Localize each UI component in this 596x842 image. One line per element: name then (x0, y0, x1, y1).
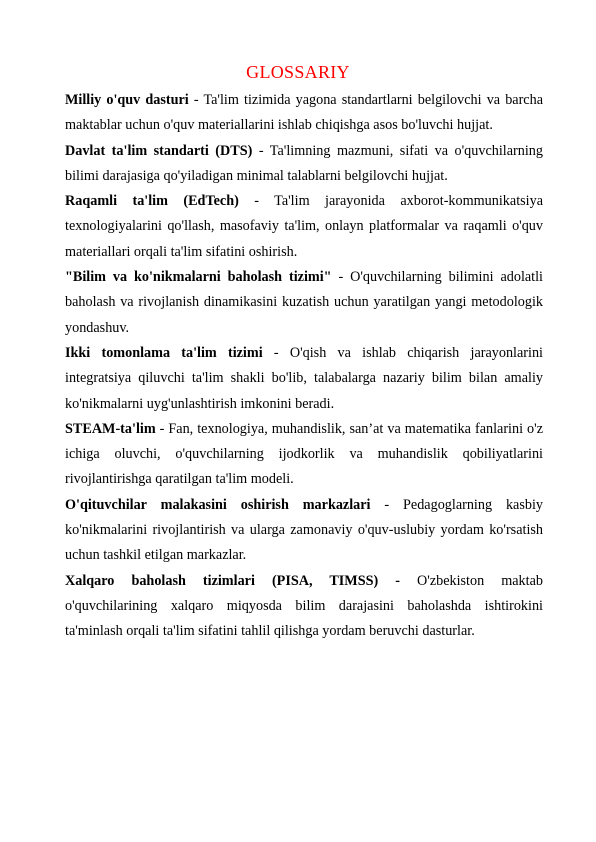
glossary-entry-ikki-tomonlama-talim (65, 341, 543, 417)
glossary-term: Xalqaro baholash tizimlari (PISA, TIMSS) - (65, 572, 400, 589)
glossary-term: "Bilim va ko'nikmalarni baholash tizimi" (65, 269, 332, 286)
glossary-definition: - Ta'lim tizimida yagona standartlarni belgilovchi va barcha maktablar uchun o'quv materiallarini ishlab chiqishga asos bo'luvchi hujjat. (65, 92, 543, 134)
glossary-entry-xalqaro-baholash (65, 569, 543, 645)
glossary-definition: - Ta'limning mazmuni, sifati va o'quvchilarning bilimi darajasiga qo'yiladigan minimal talablarni belgilovchi hujjat. (65, 142, 543, 184)
glossary-entry-steam-talim (65, 417, 543, 493)
glossary-definition: - Pedagoglarning kasbiy ko'nikmalarini rivojlantirish va ularga zamonaviy o'quv-uslubiy yordam ko'rsatish uchun tashkil etilgan markazlar. (65, 496, 543, 564)
glossary-term: Milliy o'quv dasturi (65, 92, 189, 108)
glossary-entry-milliy-oquv-dasturi (65, 88, 543, 139)
glossary-entry-baholash-tizimi (65, 265, 543, 341)
glossary-entry-raqamli-talim (65, 189, 543, 265)
glossary-entry-oqituvchilar-malakasi (65, 493, 543, 569)
glossary-term: Ikki tomonlama ta'lim tizimi (65, 344, 263, 361)
glossary-definition: - O'qish va ishlab chiqarish jarayonlarini integratsiya qiluvchi ta'lim shakli bo'lib, talabalarga nazariy bilim bilan amaliy ko'nikmalarni uyg'unlashtirish imkonini beradi. (65, 344, 543, 412)
page-title: GLOSSARIY (246, 62, 350, 82)
glossary-list (65, 88, 543, 645)
glossary-definition: - O'quvchilarning bilimini adolatli baholash va rivojlanish dinamikasini kuzatish uchun yaratilgan yangi metodologik yondashuv. (65, 269, 544, 336)
glossary-definition: - Fan, texnologiya, muhandislik, san’at va matematika fanlarini o'z ichiga oluvchi, o'quvchilarning ijodkorlik va muhandislik qobiliyatlarini rivojlantirishga qaratilgan ta'lim modeli. (65, 420, 543, 488)
glossary-definition: O'zbekiston maktab o'quvchilarining xalqaro miqyosda bilim darajasini baholashda ishtirokini ta'minlash orqali ta'lim sifatini tahlil qilishga yordam beruvchi dasturlar. (65, 572, 543, 640)
glossary-term: Davlat ta'lim standarti (DTS) (65, 142, 253, 159)
glossary-entry-davlat-talim-standarti (65, 139, 543, 190)
glossary-term: O'qituvchilar malakasini oshirish markazlari (65, 496, 371, 513)
glossary-term: Raqamli ta'lim (EdTech) (65, 193, 239, 210)
glossary-term: STEAM-ta'lim (65, 420, 156, 437)
glossary-definition: - Ta'lim jarayonida axborot-kommunikatsiya texnologiyalarini qo'llash, masofaviy ta'lim, onlayn platformalar va raqamli o'quv materiallari orqali ta'lim sifatini oshirish. (65, 193, 543, 260)
